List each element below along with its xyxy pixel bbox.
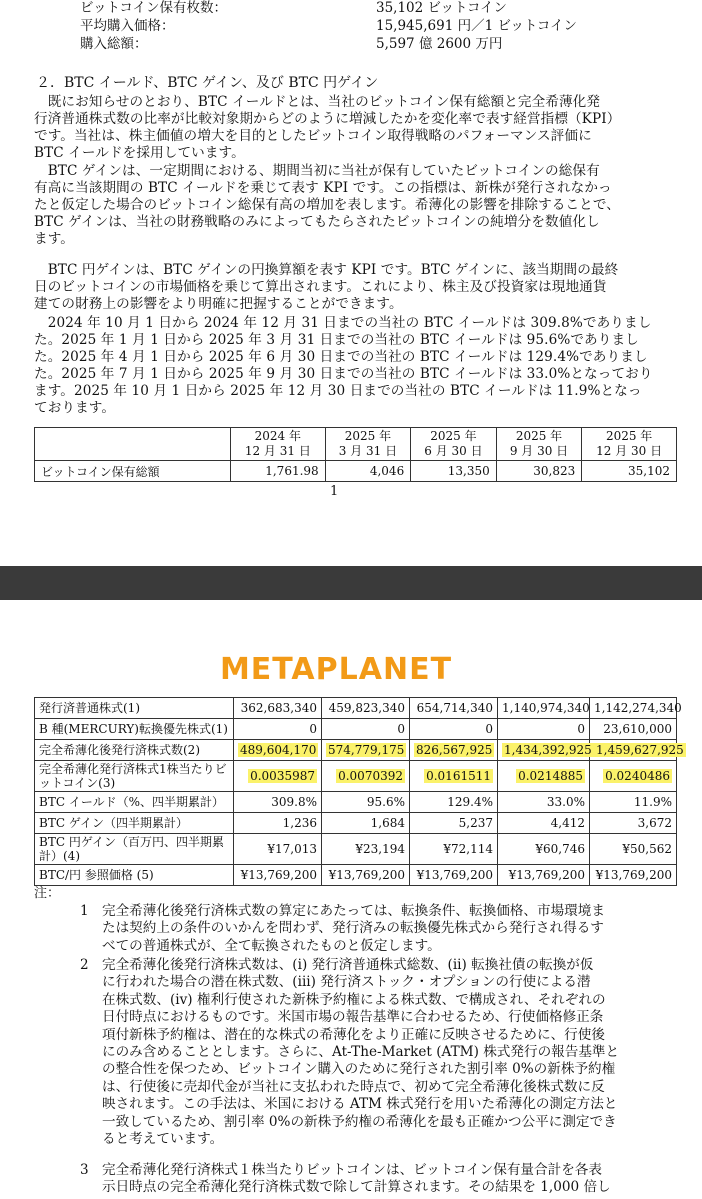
paragraph-line: BTC イールドを採用しています。: [34, 145, 245, 162]
table-cell: 0.0035987: [234, 761, 322, 792]
note-number: 1: [80, 903, 89, 919]
paragraph-line: ております。: [34, 400, 116, 417]
row-label: 完全希薄化後発行済株式数(2): [35, 740, 234, 761]
table-corner-cell: [35, 428, 231, 461]
table-cell: 1,236: [234, 813, 322, 834]
note-line: に行われた場合の潜在株式数、(iii) 発行済ストック・オプションの行使による潜: [102, 974, 591, 991]
table-cell: 35,102: [582, 461, 677, 482]
paragraph-line: 2024 年 10 月 1 日から 2024 年 12 月 31 日までの当社の BTC イールドは 309.8%でありまし: [34, 315, 652, 331]
note-1: [80, 903, 680, 955]
table-header-cell: 2024 年 12 月 31 日: [231, 428, 326, 461]
note-line: の整合性を保つため、ビットコイン購入のために発行された割引率 0%の新株予約権: [102, 1061, 616, 1078]
table-cell: 654,714,340: [410, 698, 498, 719]
note-line: べての普通株式が、全て転換されたものと仮定します。: [102, 937, 441, 954]
table-row: [35, 834, 677, 865]
note-number: 3: [80, 1162, 89, 1178]
table-cell: 0.0161511: [410, 761, 498, 792]
page-number: 1: [330, 484, 339, 499]
row-label: 発行済普通株式(1): [35, 698, 234, 719]
table-cell: ¥13,769,200: [498, 865, 590, 886]
table-cell: 1,684: [322, 813, 410, 834]
average-price-value: 15,945,691 円／1 ビットコイン: [376, 18, 577, 34]
table-cell: 33.0%: [498, 792, 590, 813]
paragraph-line: 行済普通株式数の比率が比較対象期からどのように増減したかを変化率で表す経営指標（KPI）: [34, 111, 621, 128]
note-line: 日付時点におけるものです。米国市場の報告基準に合わせるため、行使価格修正条: [102, 1009, 604, 1026]
holdings-count-value: 35,102 ビットコイン: [376, 0, 508, 16]
paragraph-line: BTC ゲインは、当社の財務戦略のみによってもたらされたビットコインの純増分を数値化し: [34, 214, 600, 231]
btc-gain-paragraph: [34, 163, 674, 248]
table-cell: 0: [234, 719, 322, 740]
btc-yield-paragraph: [34, 94, 674, 162]
table-row: [35, 719, 677, 740]
note-2: [80, 957, 680, 1148]
table-cell: 1,142,274,340: [590, 698, 677, 719]
table-header-cell: 2025 年 9 月 30 日: [496, 428, 582, 461]
row-label: BTC 円ゲイン（百万円、四半期累計）(4): [35, 834, 234, 865]
bitcoin-holdings-table: [34, 427, 677, 482]
note-line: 映されます。この手法は、米国における ATM 株式発行を用いた希薄化の測定方法と: [102, 1096, 618, 1113]
note-line: 示日時点の完全希薄化発行済株式数で除して計算されます。その結果を 1,000 倍し: [102, 1179, 611, 1196]
table-cell: ¥13,769,200: [410, 865, 498, 886]
table-cell: 1,459,627,925: [590, 740, 677, 761]
table-cell: 95.6%: [322, 792, 410, 813]
paragraph-line: BTC 円ゲインは、BTC ゲインの円換算額を表す KPI です。BTC ゲインに、該当期間の最終: [34, 262, 619, 278]
logo-text: METAPLANET: [219, 652, 453, 686]
table-cell: 30,823: [496, 461, 582, 482]
paragraph-line: 日のビットコインの市場価格を乗じて算出されます。これにより、株主及び投資家は現地通貨: [34, 279, 607, 296]
total-cost-value: 5,597 億 2600 万円: [376, 36, 503, 52]
table-cell: 13,350: [411, 461, 497, 482]
table-cell: 0.0070392: [322, 761, 410, 792]
table-row: [35, 698, 677, 719]
table-cell: 489,604,170: [234, 740, 322, 761]
table-cell: 309.8%: [234, 792, 322, 813]
table-header-row: [35, 428, 677, 461]
table-cell: 826,567,925: [410, 740, 498, 761]
table-cell: ¥50,562: [590, 834, 677, 865]
row-label: BTC ゲイン（四半期累計）: [35, 813, 234, 834]
table-row: [35, 740, 677, 761]
note-line: は、行使後に売却代金が当社に支払われた時点で、初めて完全希薄化後株式数に反: [102, 1078, 605, 1095]
row-label: B 種(MERCURY)転換優先株式(1): [35, 719, 234, 740]
document-page-1: [0, 0, 702, 566]
table-row: [35, 865, 677, 886]
table-cell: 23,610,000: [590, 719, 677, 740]
btc-yen-gain-paragraph: [34, 262, 674, 313]
row-label: ビットコイン保有総額: [35, 461, 231, 482]
table-row: [35, 792, 677, 813]
paragraph-line: た。2025 年 4 月 1 日から 2025 年 6 月 30 日までの当社の BTC イールドは 129.4%でありまし: [34, 349, 648, 366]
note-line: 在株式数、(iv) 権利行使された新株予約権による株式数、で構成され、それぞれの: [102, 991, 606, 1008]
table-cell: 1,140,974,340: [498, 698, 590, 719]
paragraph-line: 既にお知らせのとおり、BTC イールドとは、当社のビットコイン保有総額と完全希薄化発: [34, 94, 601, 110]
note-line: にのみ含めることとします。さらに、At-The-Market (ATM) 株式発行の報告基準と: [102, 1044, 620, 1061]
paragraph-line: 有高に当該期間の BTC イールドを乗じて表す KPI です。この指標は、新株が発行されなかっ: [34, 180, 612, 197]
note-line: 一致しているため、割引率 0%の新株予約権の希薄化を最も正確かつ公平に測定でき: [102, 1113, 617, 1130]
metaplanet-logo: [216, 650, 456, 686]
table-cell: 4,046: [325, 461, 411, 482]
table-row: [35, 761, 677, 792]
paragraph-line: BTC ゲインは、一定期間における、期間当初に当社が保有していたビットコインの総保有: [34, 163, 600, 179]
note-line: 項付新株予約権は、潜在的な株式の希薄化をより正確に反映させるために、行使後: [102, 1026, 605, 1043]
table-cell: 11.9%: [590, 792, 677, 813]
notes-heading: 注：: [34, 886, 61, 901]
btc-yield-results-paragraph: [34, 315, 674, 418]
table-cell: ¥72,114: [410, 834, 498, 865]
table-header-cell: 2025 年 3 月 31 日: [325, 428, 411, 461]
table-cell: ¥13,769,200: [234, 865, 322, 886]
paragraph-line: 建ての財務上の影響をより明確に把握することができます。: [34, 296, 403, 313]
section-2-heading: ２．BTC イールド、BTC ゲイン、及び BTC 円ゲイン: [36, 75, 379, 91]
kpi-table: [34, 697, 684, 886]
table-cell: ¥13,769,200: [590, 865, 677, 886]
table-cell: ¥17,013: [234, 834, 322, 865]
table-cell: 0: [498, 719, 590, 740]
table-cell: 1,761.98: [231, 461, 326, 482]
table-cell: ¥60,746: [498, 834, 590, 865]
note-line: 完全希薄化発行済株式１株当たりビットコインは、ビットコイン保有量合計を各表: [102, 1162, 602, 1178]
table-cell: 129.4%: [410, 792, 498, 813]
table-cell: 574,779,175: [322, 740, 410, 761]
note-3: [80, 1162, 680, 1197]
table-cell: 0.0240486: [590, 761, 677, 792]
table-row: [35, 813, 677, 834]
note-line: ると考えています。: [102, 1131, 224, 1148]
table-cell: ¥23,194: [322, 834, 410, 865]
table-cell: 4,412: [498, 813, 590, 834]
table-row: [35, 461, 677, 482]
row-label: 完全希薄化発行済株式1株当たりビットコイン(3): [35, 761, 234, 792]
total-cost-label: 購入総額：: [80, 36, 148, 52]
paragraph-line: です。当社は、株主価値の増大を目的としたビットコイン取得戦略のパフォーマンス評価に: [34, 128, 592, 145]
table-cell: ¥13,769,200: [322, 865, 410, 886]
note-line: 完全希薄化後発行済株式数は、(i) 発行済普通株式総数、(ii) 転換社債の転換が仮: [102, 957, 594, 973]
table-header-cell: 2025 年 6 月 30 日: [411, 428, 497, 461]
note-line: たは契約上の条件のいかんを問わず、発行済みの転換優先株式から発行され得るす: [102, 920, 604, 937]
row-label: BTC/円 参照価格 (5): [35, 865, 234, 886]
paragraph-line: た。2025 年 7 月 1 日から 2025 年 9 月 30 日までの当社の BTC イールドは 33.0%となっており: [34, 366, 653, 383]
note-number: 2: [80, 957, 89, 973]
holdings-count-label: ビットコイン保有枚数：: [80, 0, 228, 16]
table-cell: 0: [410, 719, 498, 740]
table-cell: 0.0214885: [498, 761, 590, 792]
row-label: BTC イールド（%、四半期累計）: [35, 792, 234, 813]
average-price-label: 平均購入価格：: [80, 18, 175, 34]
table-cell: 1,434,392,925: [498, 740, 590, 761]
paragraph-line: た。2025 年 1 月 1 日から 2025 年 3 月 31 日までの当社の BTC イールドは 95.6%でありまし: [34, 332, 639, 349]
paragraph-line: たと仮定した場合のビットコイン総保有高の増加を表します。希薄化の影響を排除することで、: [34, 197, 620, 214]
page-separator: [0, 566, 702, 600]
table-cell: 5,237: [410, 813, 498, 834]
table-header-cell: 2025 年 12 月 30 日: [582, 428, 677, 461]
table-cell: 0: [322, 719, 410, 740]
table-cell: 3,672: [590, 813, 677, 834]
paragraph-line: ます。2025 年 10 月 1 日から 2025 年 12 月 30 日までの当社の BTC イールドは 11.9%となっ: [34, 383, 642, 400]
table-cell: 362,683,340: [234, 698, 322, 719]
table-cell: 459,823,340: [322, 698, 410, 719]
note-line: 完全希薄化後発行済株式数の算定にあたっては、転換条件、転換価格、市場環境ま: [102, 903, 605, 919]
paragraph-line: ます。: [34, 231, 74, 248]
